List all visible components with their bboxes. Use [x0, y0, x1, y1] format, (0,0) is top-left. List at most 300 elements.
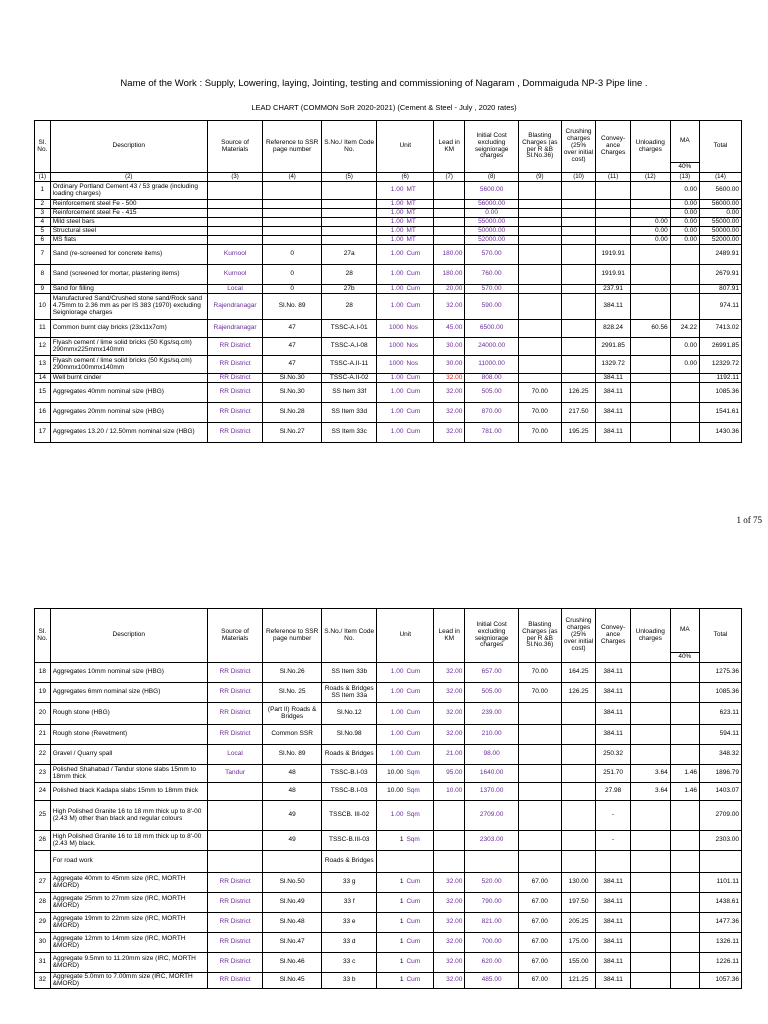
row-total: 1541.61 — [700, 403, 742, 423]
row-unloading — [630, 294, 670, 320]
row-reference: 47 — [263, 338, 322, 356]
column-number: (9) — [518, 173, 561, 182]
row-sl: 18 — [35, 663, 51, 683]
row-ma — [670, 403, 699, 423]
row-initial-cost — [465, 851, 518, 873]
row-total: 1275.36 — [700, 663, 742, 683]
row-unloading — [630, 403, 670, 423]
row-initial-cost: 505.00 — [465, 683, 518, 703]
column-number: (1) — [35, 173, 51, 182]
row-ma: 0.00 — [670, 338, 699, 356]
row-unit-label: Cum — [406, 428, 421, 436]
row-total: 2679.91 — [700, 265, 742, 285]
row-blasting — [518, 745, 561, 765]
row-sl: 22 — [35, 745, 51, 765]
col-total: Total — [700, 609, 742, 663]
column-number: (13) — [670, 173, 699, 182]
row-total: 2303.00 — [700, 831, 742, 851]
row-blasting: 70.00 — [518, 423, 561, 443]
row-description: Aggregates 20mm nominal size (HBG) — [50, 403, 207, 423]
row-unloading — [630, 209, 670, 218]
row-sl: 6 — [35, 236, 51, 245]
row-total: 55000.00 — [700, 218, 742, 227]
row-unloading — [630, 423, 670, 443]
row-source — [207, 200, 263, 209]
row-lead — [434, 182, 465, 200]
row-item-code: 28 — [321, 294, 377, 320]
row-blasting: 67.00 — [518, 893, 561, 913]
row-lead: 21.00 — [434, 745, 465, 765]
table-row — [35, 338, 742, 356]
table-row — [35, 703, 742, 725]
row-description: Aggregate 25mm to 27mm size (IRC, MORTH &MORD) — [50, 893, 207, 913]
row-unit-qty: 1 — [399, 898, 404, 906]
page-number: 1 of 75 — [736, 515, 762, 525]
row-sl: 27 — [35, 873, 51, 893]
row-unit-qty: 1.00 — [390, 750, 404, 758]
row-crushing — [561, 703, 596, 725]
row-unloading: 3.64 — [630, 765, 670, 783]
column-number: (5) — [321, 173, 377, 182]
row-reference: 48 — [263, 765, 322, 783]
row-crushing: 130.00 — [561, 873, 596, 893]
row-initial-cost: 52000.00 — [465, 236, 518, 245]
row-crushing: 126.25 — [561, 683, 596, 703]
row-reference: 49 — [263, 831, 322, 851]
row-unloading — [630, 285, 670, 294]
row-unit-cell — [377, 663, 434, 683]
table-row — [35, 403, 742, 423]
row-source: RR District — [207, 403, 263, 423]
row-unit-label: Nos — [406, 360, 419, 368]
row-total: 807.91 — [700, 285, 742, 294]
table-row — [35, 182, 742, 200]
row-item-code: SS Item 33f — [321, 383, 377, 403]
row-total: 0.00 — [700, 209, 742, 218]
row-unit-qty: 1.00 — [390, 302, 404, 310]
row-unit-label: MT — [406, 199, 416, 207]
row-total: 1101.11 — [700, 873, 742, 893]
row-unloading — [630, 801, 670, 831]
table-row — [35, 851, 742, 873]
row-crushing — [561, 374, 596, 383]
row-item-code — [321, 182, 377, 200]
row-total: 1057.36 — [700, 973, 742, 989]
row-unit-cell — [377, 374, 434, 383]
row-lead — [434, 218, 465, 227]
row-description: Aggregate 5.0mm to 7.00mm size (IRC, MORTH &MORD) — [50, 973, 207, 989]
row-blasting: 67.00 — [518, 933, 561, 953]
row-conveyance: 251.70 — [596, 765, 631, 783]
row-initial-cost: 210.00 — [465, 725, 518, 745]
row-unloading — [630, 200, 670, 209]
row-unit-label: Cum — [406, 730, 421, 738]
col-total: Total — [700, 121, 742, 173]
row-unit-qty: 1000 — [388, 342, 404, 350]
row-unit-label: Cum — [406, 918, 421, 926]
row-crushing — [561, 831, 596, 851]
row-ma — [670, 725, 699, 745]
row-item-code: 33 f — [321, 893, 377, 913]
row-lead: 32.00 — [434, 683, 465, 703]
table-row — [35, 209, 742, 218]
row-source: RR District — [207, 725, 263, 745]
row-lead — [434, 227, 465, 236]
row-conveyance: 27.98 — [596, 783, 631, 801]
row-crushing — [561, 236, 596, 245]
table-row — [35, 783, 742, 801]
row-ma — [670, 285, 699, 294]
row-unit-label: MT — [406, 186, 416, 194]
row-conveyance: 384.11 — [596, 913, 631, 933]
row-total: 1896.79 — [700, 765, 742, 783]
row-unloading: 60.56 — [630, 320, 670, 338]
row-crushing — [561, 285, 596, 294]
row-conveyance: 384.11 — [596, 403, 631, 423]
col-crushing: Crushing charges (25% over initial cost) — [561, 121, 596, 173]
col-ma: MA — [670, 121, 699, 163]
row-unit-qty: 1.00 — [390, 186, 404, 194]
row-sl: 17 — [35, 423, 51, 443]
row-sl: 10 — [35, 294, 51, 320]
row-reference — [263, 227, 322, 236]
row-unit-cell — [377, 182, 434, 200]
col-crushing: Crushing charges (25% over initial cost) — [561, 609, 596, 663]
row-unit-cell — [377, 765, 434, 783]
col-lead: Lead in KM — [434, 609, 465, 663]
row-item-code: 27a — [321, 245, 377, 265]
work-name: Name of the Work : Supply, Lowering, laying, Jointing, testing and commissioning of Nagaram , Dommaiguda NP-3 Pipe line . — [120, 78, 648, 89]
col-ma-percent: 40% — [670, 163, 699, 173]
row-description: Sand (screened for mortar, plastering items) — [50, 265, 207, 285]
row-conveyance — [596, 227, 631, 236]
row-ma — [670, 383, 699, 403]
row-lead: 32.00 — [434, 873, 465, 893]
row-unit-qty: 1.00 — [390, 730, 404, 738]
table-row — [35, 913, 742, 933]
col-description: Description — [50, 609, 207, 663]
row-source — [207, 209, 263, 218]
column-number: (10) — [561, 173, 596, 182]
row-source: Rajendranagar — [207, 320, 263, 338]
row-unit-qty: 1.00 — [390, 709, 404, 717]
row-crushing: 197.50 — [561, 893, 596, 913]
row-blasting — [518, 285, 561, 294]
row-unit-cell — [377, 973, 434, 989]
row-total: 26991.85 — [700, 338, 742, 356]
row-unit-label: Cum — [406, 270, 421, 278]
row-crushing: 121.25 — [561, 973, 596, 989]
row-item-code: 33 d — [321, 933, 377, 953]
col-blasting: Blasting Charges (as per R &B Sl.No.36) — [518, 121, 561, 173]
row-lead: 32.00 — [434, 374, 465, 383]
column-number-row — [35, 173, 742, 182]
row-reference — [263, 200, 322, 209]
row-unit-label: Nos — [406, 342, 419, 350]
row-source — [207, 783, 263, 801]
row-conveyance: 384.11 — [596, 933, 631, 953]
row-total: 1085.36 — [700, 683, 742, 703]
row-initial-cost: 1640.00 — [465, 765, 518, 783]
row-unit-qty: 1 — [399, 938, 404, 946]
row-lead — [434, 236, 465, 245]
table-row — [35, 356, 742, 374]
row-unit-qty: 1.00 — [390, 668, 404, 676]
row-blasting — [518, 783, 561, 801]
row-conveyance: 1919.91 — [596, 245, 631, 265]
row-reference: Sl.No. 89 — [263, 745, 322, 765]
row-reference: Sl.No.30 — [263, 374, 322, 383]
row-total: 348.32 — [700, 745, 742, 765]
row-description: Sand (re-screened for concrete items) — [50, 245, 207, 265]
row-unit-cell — [377, 801, 434, 831]
row-item-code: TSSC-A.II-02 — [321, 374, 377, 383]
row-unloading — [630, 745, 670, 765]
row-source: Kurnool — [207, 245, 263, 265]
row-reference: 0 — [263, 265, 322, 285]
row-unloading — [630, 873, 670, 893]
row-description: High Polished Granite 16 to 18 mm thick up to 8'-00 (2.43 M) black. — [50, 831, 207, 851]
row-crushing — [561, 851, 596, 873]
row-item-code: 33 e — [321, 913, 377, 933]
row-ma — [670, 933, 699, 953]
row-sl: 31 — [35, 953, 51, 973]
col-reference: Reference to SSR page number — [263, 121, 322, 173]
row-description: Aggregates 40mm nominal size (HBG) — [50, 383, 207, 403]
row-item-code: TSSC-B.III-03 — [321, 831, 377, 851]
row-source — [207, 236, 263, 245]
row-total: 12329.72 — [700, 356, 742, 374]
row-item-code: TSSC-B.I-03 — [321, 783, 377, 801]
row-item-code — [321, 236, 377, 245]
row-reference: 47 — [263, 356, 322, 374]
row-ma — [670, 851, 699, 873]
row-source — [207, 182, 263, 200]
row-description: Aggregates 6mm nominal size (HBG) — [50, 683, 207, 703]
row-crushing — [561, 783, 596, 801]
row-ma — [670, 953, 699, 973]
row-unit-qty: 1.00 — [390, 388, 404, 396]
row-item-code: Sl.No.98 — [321, 725, 377, 745]
column-number: (2) — [50, 173, 207, 182]
row-blasting — [518, 182, 561, 200]
row-blasting — [518, 209, 561, 218]
row-reference: 49 — [263, 801, 322, 831]
row-source: RR District — [207, 663, 263, 683]
col-sl: Sl. No. — [35, 121, 51, 173]
row-blasting — [518, 374, 561, 383]
row-initial-cost: 11000.00 — [465, 356, 518, 374]
row-total — [700, 851, 742, 873]
row-unloading — [630, 725, 670, 745]
row-unit-qty: 1 — [399, 878, 404, 886]
row-item-code: TSSC-A.II-11 — [321, 356, 377, 374]
row-unit-label: Cum — [406, 688, 421, 696]
row-initial-cost: 620.00 — [465, 953, 518, 973]
row-source — [207, 218, 263, 227]
row-initial-cost: 657.00 — [465, 663, 518, 683]
row-initial-cost: 700.00 — [465, 933, 518, 953]
row-ma — [670, 265, 699, 285]
row-description: Aggregate 40mm to 45mm size (IRC, MORTH &MORD) — [50, 873, 207, 893]
table-row — [35, 745, 742, 765]
row-unit-label: Cum — [406, 668, 421, 676]
row-unit-label: Cum — [406, 250, 421, 258]
row-description: Aggregate 12mm to 14mm size (IRC, MORTH &MORD) — [50, 933, 207, 953]
row-ma — [670, 374, 699, 383]
row-unloading — [630, 913, 670, 933]
row-conveyance — [596, 182, 631, 200]
row-reference: Sl.No.45 — [263, 973, 322, 989]
row-unit-qty: 1 — [399, 958, 404, 966]
row-initial-cost: 239.00 — [465, 703, 518, 725]
row-crushing — [561, 227, 596, 236]
row-description: Aggregate 9.5mm to 11.20mm size (IRC, MORTH &MORD) — [50, 953, 207, 973]
table-row — [35, 265, 742, 285]
row-conveyance — [596, 209, 631, 218]
row-description: Ordinary Portland Cement 43 / 53 grade (including loading charges) — [50, 182, 207, 200]
row-ma — [670, 745, 699, 765]
col-initial-cost: Initial Cost excluding seigniorage charges — [465, 609, 518, 663]
col-conveyance: Convey- ance Charges — [596, 609, 631, 663]
row-item-code: TSSC-A.I-01 — [321, 320, 377, 338]
row-unloading — [630, 973, 670, 989]
column-number: (11) — [596, 173, 631, 182]
row-sl: 8 — [35, 265, 51, 285]
row-unit-label: Cum — [406, 388, 421, 396]
row-lead: 32.00 — [434, 294, 465, 320]
row-description: Mild steel bars — [50, 218, 207, 227]
col-unit: Unit — [377, 609, 434, 663]
row-source: Kurnool — [207, 265, 263, 285]
row-sl: 14 — [35, 374, 51, 383]
col-unloading: Unloading charges — [630, 609, 670, 663]
row-unit-cell — [377, 831, 434, 851]
row-ma — [670, 913, 699, 933]
row-reference — [263, 236, 322, 245]
row-unit-qty: 1.00 — [390, 270, 404, 278]
row-blasting: 70.00 — [518, 663, 561, 683]
row-unit-qty: 10.00 — [387, 769, 404, 777]
row-unit-cell — [377, 725, 434, 745]
table-row — [35, 765, 742, 783]
row-sl: 23 — [35, 765, 51, 783]
row-total: 2489.91 — [700, 245, 742, 265]
row-sl: 19 — [35, 683, 51, 703]
row-total: 2709.00 — [700, 801, 742, 831]
row-description: Rough stone (Revetment) — [50, 725, 207, 745]
row-lead — [434, 200, 465, 209]
col-reference: Reference to SSR page number — [263, 609, 322, 663]
row-initial-cost: 2709.00 — [465, 801, 518, 831]
row-description: MS flats — [50, 236, 207, 245]
row-description: Aggregate 19mm to 22mm size (IRC, MORTH &MORD) — [50, 913, 207, 933]
row-initial-cost: 485.00 — [465, 973, 518, 989]
row-crushing — [561, 765, 596, 783]
row-unloading — [630, 703, 670, 725]
row-sl: 24 — [35, 783, 51, 801]
row-total: 1326.11 — [700, 933, 742, 953]
row-crushing — [561, 182, 596, 200]
row-total: 623.11 — [700, 703, 742, 725]
row-crushing — [561, 209, 596, 218]
row-unit-label: Sqm — [406, 769, 420, 777]
row-unit-qty: 1.00 — [390, 373, 404, 381]
row-blasting — [518, 703, 561, 725]
row-unit-cell — [377, 893, 434, 913]
row-unloading: 0.00 — [630, 218, 670, 227]
row-conveyance: 384.11 — [596, 294, 631, 320]
row-conveyance: 384.11 — [596, 703, 631, 725]
row-unit-qty: 1.00 — [390, 408, 404, 416]
row-ma — [670, 873, 699, 893]
row-unit-qty: 1000 — [388, 360, 404, 368]
row-sl: 15 — [35, 383, 51, 403]
row-sl: 9 — [35, 285, 51, 294]
row-reference: Sl.No.49 — [263, 893, 322, 913]
row-initial-cost: 2303.00 — [465, 831, 518, 851]
row-lead — [434, 209, 465, 218]
row-sl: 28 — [35, 893, 51, 913]
row-description: Manufactured Sand/Crushed stone sand/Rock sand 4.75mm to 2.36 mm as per IS 383 (1970) excluding Seigniorage charges — [50, 294, 207, 320]
column-number: (6) — [377, 173, 434, 182]
row-lead: 10.00 — [434, 783, 465, 801]
row-blasting — [518, 356, 561, 374]
row-unit-cell — [377, 200, 434, 209]
row-conveyance: 384.11 — [596, 683, 631, 703]
table-row — [35, 294, 742, 320]
row-blasting — [518, 320, 561, 338]
row-lead — [434, 831, 465, 851]
row-lead: 95.00 — [434, 765, 465, 783]
col-sl: Sl. No. — [35, 609, 51, 663]
col-conveyance: Convey- ance Charges — [596, 121, 631, 173]
row-item-code: Roads & Bridges SS Item 33a — [321, 683, 377, 703]
row-source: RR District — [207, 973, 263, 989]
row-unit-label: Cum — [406, 938, 421, 946]
row-initial-cost: 6500.00 — [465, 320, 518, 338]
table-row — [35, 383, 742, 403]
row-unit-cell — [377, 683, 434, 703]
row-reference: Sl.No.30 — [263, 383, 322, 403]
row-crushing — [561, 356, 596, 374]
row-description: Aggregates 13.20 / 12.50mm nominal size (HBG) — [50, 423, 207, 443]
row-sl: 5 — [35, 227, 51, 236]
row-ma: 0.00 — [670, 200, 699, 209]
row-item-code: Roads & Bridges — [321, 745, 377, 765]
row-description: Gravel / Quarry spall — [50, 745, 207, 765]
row-sl — [35, 851, 51, 873]
row-total: 1430.36 — [700, 423, 742, 443]
row-unloading — [630, 374, 670, 383]
row-item-code: 27b — [321, 285, 377, 294]
row-total: 56000.00 — [700, 200, 742, 209]
row-crushing — [561, 218, 596, 227]
row-ma — [670, 801, 699, 831]
row-blasting — [518, 218, 561, 227]
row-reference — [263, 209, 322, 218]
row-sl: 26 — [35, 831, 51, 851]
row-source: Local — [207, 285, 263, 294]
row-initial-cost: 0.00 — [465, 209, 518, 218]
row-reference: 0 — [263, 245, 322, 265]
row-initial-cost: 98.00 — [465, 745, 518, 765]
row-crushing: 195.25 — [561, 423, 596, 443]
table-row — [35, 285, 742, 294]
row-unit-cell — [377, 783, 434, 801]
row-initial-cost: 520.00 — [465, 873, 518, 893]
row-reference: Sl.No.50 — [263, 873, 322, 893]
